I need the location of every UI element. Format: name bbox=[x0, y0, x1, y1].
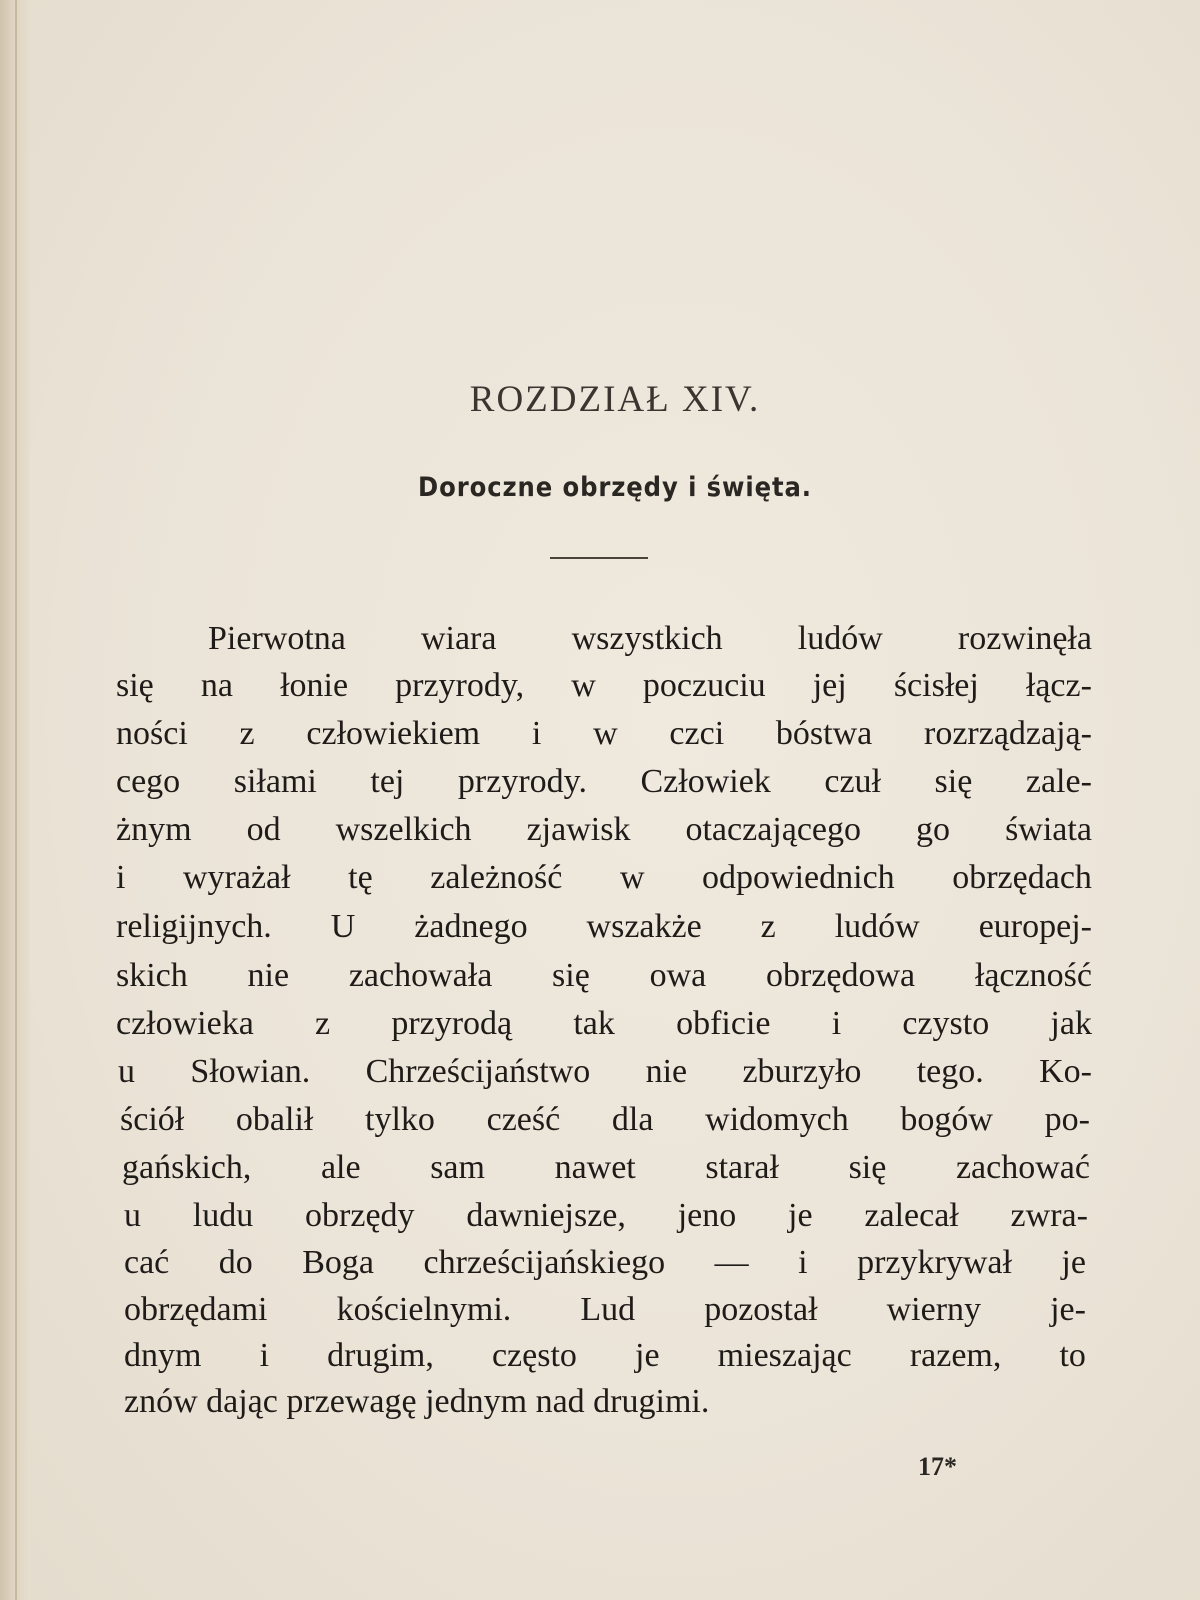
word: zwra- bbox=[1010, 1197, 1088, 1234]
word: tę bbox=[348, 859, 373, 896]
text-line bbox=[120, 1098, 1090, 1142]
text-line bbox=[124, 1241, 1086, 1285]
word: obrzędy bbox=[305, 1197, 415, 1234]
word: ścisłej bbox=[893, 667, 979, 704]
word: się bbox=[848, 1149, 887, 1186]
word: skich bbox=[116, 957, 188, 994]
word: na bbox=[200, 667, 233, 704]
word: je- bbox=[1050, 1291, 1086, 1328]
word: owa bbox=[649, 957, 707, 994]
word: zalecał bbox=[864, 1197, 959, 1234]
word: tego. bbox=[916, 1053, 984, 1090]
word: czuł bbox=[824, 763, 881, 800]
word: się bbox=[116, 667, 154, 704]
word: często bbox=[491, 1337, 577, 1374]
word: rozwinęła bbox=[957, 620, 1092, 657]
word: i bbox=[531, 715, 542, 752]
word: się bbox=[934, 763, 973, 800]
word: zachować bbox=[955, 1149, 1090, 1186]
word: i bbox=[831, 1005, 842, 1042]
word: drugim, bbox=[327, 1337, 434, 1374]
text-line bbox=[124, 1288, 1086, 1332]
word: bogów bbox=[900, 1101, 993, 1138]
word: siłami bbox=[233, 763, 317, 800]
word: czci bbox=[669, 715, 725, 752]
word: po- bbox=[1044, 1101, 1090, 1138]
word: zależność bbox=[430, 859, 563, 896]
word: nawet bbox=[554, 1149, 636, 1186]
word: łonie bbox=[280, 667, 349, 704]
word: świata bbox=[1005, 811, 1092, 848]
word: i bbox=[116, 859, 126, 896]
word: odpowiednich bbox=[702, 859, 895, 896]
word: Boga bbox=[302, 1244, 375, 1281]
word: zjawisk bbox=[526, 811, 631, 848]
word: Ko- bbox=[1039, 1053, 1092, 1090]
word: łączność bbox=[974, 957, 1092, 994]
word: wiara bbox=[420, 620, 497, 657]
word: Człowiek bbox=[640, 763, 771, 800]
word: rozrządzają- bbox=[924, 715, 1092, 752]
text-line bbox=[122, 1146, 1090, 1190]
word: nie bbox=[645, 1053, 688, 1090]
word: obficie bbox=[676, 1005, 771, 1042]
word: ności bbox=[116, 715, 188, 752]
word: czysto bbox=[902, 1005, 990, 1042]
word: w bbox=[619, 859, 645, 896]
word: ściół bbox=[120, 1101, 185, 1138]
word: wszakże bbox=[586, 908, 702, 945]
word: obalił bbox=[235, 1101, 314, 1138]
text-line bbox=[116, 760, 1092, 804]
chapter-heading: ROZDZIAŁ XIV. bbox=[469, 379, 761, 420]
word: U bbox=[330, 908, 356, 945]
word: religijnych. bbox=[116, 908, 272, 945]
text-line bbox=[116, 954, 1092, 998]
word: u bbox=[118, 1053, 135, 1090]
word: je bbox=[635, 1337, 660, 1374]
word: je bbox=[1061, 1244, 1086, 1281]
word: tak bbox=[573, 1005, 615, 1042]
word: w bbox=[571, 667, 596, 704]
word: łącz- bbox=[1025, 667, 1092, 704]
text-line: znów dając przewagę jednym nad drugimi. bbox=[124, 1383, 710, 1420]
word: gańskich, bbox=[122, 1149, 252, 1186]
word: wyrażał bbox=[183, 859, 291, 896]
word: zburzyło bbox=[742, 1053, 862, 1090]
word: ale bbox=[320, 1149, 361, 1186]
text-line bbox=[124, 1334, 1086, 1378]
text-line bbox=[208, 617, 1092, 661]
word: ludu bbox=[192, 1197, 254, 1234]
word: Chrześcijaństwo bbox=[365, 1053, 591, 1090]
word: dawniejsze, bbox=[466, 1197, 626, 1234]
word: to bbox=[1059, 1337, 1086, 1374]
word: człowieka bbox=[116, 1005, 254, 1042]
word: i bbox=[259, 1337, 270, 1374]
word: cać bbox=[124, 1244, 170, 1281]
word: wszelkich bbox=[335, 811, 472, 848]
word: do bbox=[218, 1244, 253, 1281]
page-number: 17* bbox=[918, 1452, 957, 1481]
word: mieszając bbox=[717, 1337, 852, 1374]
word: obrzędach bbox=[952, 859, 1092, 896]
word: dla bbox=[611, 1101, 654, 1138]
word: je bbox=[788, 1197, 813, 1234]
word: cego bbox=[116, 763, 181, 800]
word: go bbox=[916, 811, 951, 848]
text-line bbox=[116, 856, 1092, 900]
word: jeno bbox=[677, 1197, 737, 1234]
word: żnym bbox=[116, 811, 192, 848]
word: przyrody. bbox=[457, 763, 587, 800]
word: Słowian. bbox=[190, 1053, 311, 1090]
word: nie bbox=[247, 957, 290, 994]
text-line bbox=[124, 1194, 1088, 1238]
word: pozostał bbox=[704, 1291, 818, 1328]
word: obrzędowa bbox=[765, 957, 916, 994]
word: obrzędami bbox=[124, 1291, 268, 1328]
text-line bbox=[116, 905, 1092, 949]
word: człowiekiem bbox=[306, 715, 481, 752]
word: u bbox=[124, 1197, 141, 1234]
word: z bbox=[760, 908, 776, 945]
word: i bbox=[798, 1244, 808, 1281]
word: z bbox=[315, 1005, 331, 1042]
word: bóstwa bbox=[775, 715, 873, 752]
word: ludów bbox=[797, 620, 883, 657]
text-line bbox=[116, 808, 1092, 852]
title-divider bbox=[550, 557, 648, 559]
word: Pierwotna bbox=[208, 620, 346, 657]
word: jak bbox=[1050, 1005, 1092, 1042]
text-line bbox=[116, 712, 1092, 756]
word: Lud bbox=[580, 1291, 636, 1328]
word: widomych bbox=[705, 1101, 849, 1138]
word: cześć bbox=[486, 1101, 561, 1138]
word: przyrody, bbox=[395, 667, 525, 704]
word: w bbox=[593, 715, 618, 752]
text-line bbox=[116, 1002, 1092, 1046]
book-page bbox=[30, 0, 1200, 1600]
word: przykrywał bbox=[857, 1244, 1012, 1281]
word: zale- bbox=[1025, 763, 1092, 800]
word: zachowała bbox=[348, 957, 493, 994]
word: z bbox=[239, 715, 255, 752]
section-title: Doroczne obrzędy i święta. bbox=[418, 472, 812, 503]
word: dnym bbox=[124, 1337, 202, 1374]
word: sam bbox=[430, 1149, 485, 1186]
text-line bbox=[116, 664, 1092, 708]
word: europej- bbox=[978, 908, 1092, 945]
word: kościelnymi. bbox=[336, 1291, 512, 1328]
word: razem, bbox=[909, 1337, 1002, 1374]
word: otaczającego bbox=[685, 811, 862, 848]
word: ludów bbox=[834, 908, 920, 945]
word: wszystkich bbox=[571, 620, 723, 657]
word: żadnego bbox=[414, 908, 528, 945]
word: się bbox=[552, 957, 590, 994]
word: przyrodą bbox=[391, 1005, 513, 1042]
word: — bbox=[714, 1244, 749, 1281]
word: jej bbox=[812, 667, 847, 704]
word: wierny bbox=[886, 1291, 982, 1328]
word: chrześcijańskiego bbox=[423, 1244, 666, 1281]
word: starał bbox=[705, 1149, 779, 1186]
text-line bbox=[118, 1050, 1092, 1094]
word: od bbox=[246, 811, 281, 848]
gutter-edge bbox=[15, 0, 17, 1600]
word: tylko bbox=[365, 1101, 435, 1138]
word: poczuciu bbox=[642, 667, 766, 704]
word: tej bbox=[370, 763, 405, 800]
